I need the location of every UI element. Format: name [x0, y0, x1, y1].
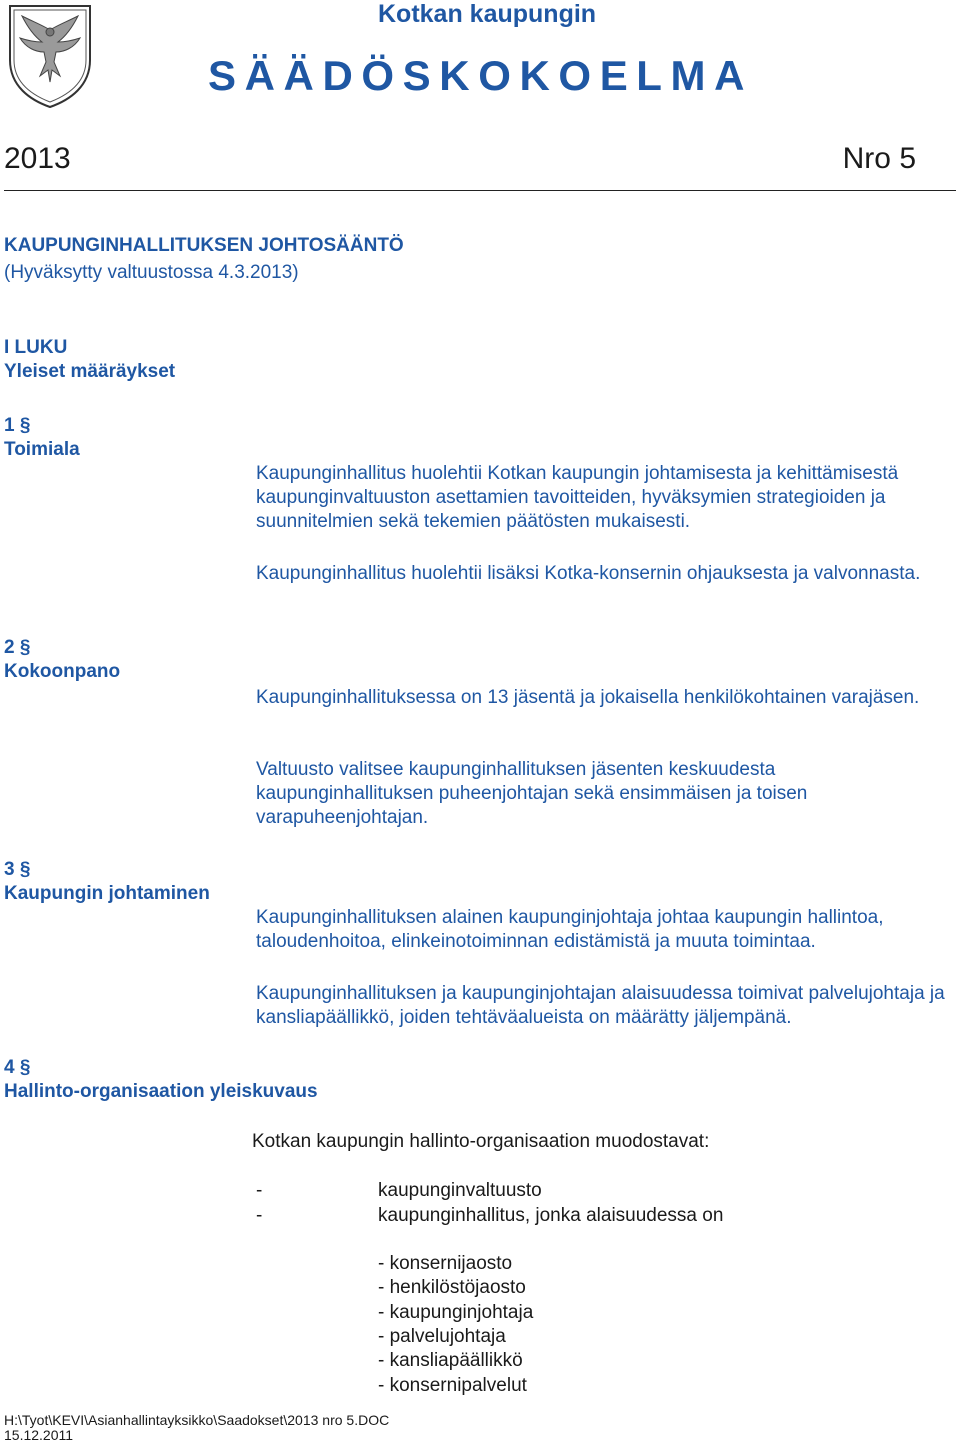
city-name: Kotkan kaupungin: [378, 0, 597, 28]
section-2-number: 2 §: [4, 637, 31, 658]
section-1-title: Toimiala: [4, 439, 80, 460]
collection-year: 2013: [4, 142, 71, 175]
sublist-item: - konsernijaosto: [378, 1253, 513, 1274]
section-2-paragraph-1: Kaupunginhallituksessa on 13 jäsentä ja jokaisella henkilökohtainen varajäsen.: [256, 687, 920, 708]
section-4-number: 4 §: [4, 1057, 31, 1078]
list-dash: -: [256, 1180, 263, 1201]
section-4-title: Hallinto-organisaation yleiskuvaus: [4, 1081, 318, 1102]
section-3-paragraph-1: Kaupunginhallituksen alainen kaupunginjohtaja johtaa kaupungin hallintoa, taloudenhoitoa, elinkeinotoiminnan edistämistä ja muuta toimintaa.: [256, 907, 884, 952]
sublist-item: - palvelujohtaja: [378, 1326, 506, 1347]
section-4-intro: Kotkan kaupungin hallinto-organisaation muodostavat:: [252, 1131, 710, 1152]
sublist-item: - kansliapäällikkö: [378, 1350, 523, 1371]
sublist-item: - henkilöstöjaosto: [378, 1277, 526, 1298]
statute-collection-title: SÄÄDÖSKOKOELMA: [208, 52, 754, 99]
sublist-item: - kaupunginjohtaja: [378, 1302, 534, 1323]
footer-file-path: H:\Tyot\KEVI\Asianhallintayksikko\Saadokset\2013 nro 5.DOC: [4, 1412, 390, 1428]
chapter-title: Yleiset määräykset: [4, 361, 176, 382]
approval-note: (Hyväksytty valtuustossa 4.3.2013): [4, 262, 299, 283]
sublist-item: - konsernipalvelut: [378, 1375, 527, 1396]
collection-number: Nro 5: [842, 142, 916, 175]
section-1-number: 1 §: [4, 415, 31, 436]
header-divider: [4, 190, 956, 191]
section-2-title: Kokoonpano: [4, 661, 121, 682]
list-dash: -: [256, 1205, 263, 1226]
section-3-number: 3 §: [4, 859, 31, 880]
chapter-number: I LUKU: [4, 337, 68, 358]
section-1-paragraph-1: Kaupunginhallitus huolehtii Kotkan kaupungin johtamisesta ja kehittämisestä kaupunginvaltuuston asettamien tavoitteiden, hyväksymien strategioiden ja suunnitelmien sekä tekemien päätösten mukaisesti.: [256, 463, 899, 532]
list-item: kaupunginvaltuusto: [378, 1180, 542, 1201]
section-3-paragraph-2: Kaupunginhallituksen ja kaupunginjohtajan alaisuudessa toimivat palvelujohtaja ja kansliapäällikkö, joiden tehtäväalueista on määrätty jäljempänä.: [256, 983, 945, 1028]
footer-date: 15.12.2011: [4, 1427, 74, 1443]
section-2-paragraph-2: Valtuusto valitsee kaupunginhallituksen jäsenten keskuudesta kaupunginhallituksen puheenjohtajan sekä ensimmäisen ja toisen varapuheenjohtajan.: [256, 759, 808, 828]
coat-of-arms-logo: [4, 2, 96, 110]
section-3-title: Kaupungin johtaminen: [4, 883, 210, 904]
list-item: kaupunginhallitus, jonka alaisuudessa on: [378, 1205, 724, 1226]
section-1-paragraph-2: Kaupunginhallitus huolehtii lisäksi Kotka-konsernin ohjauksesta ja valvonnasta.: [256, 563, 921, 584]
document-title: KAUPUNGINHALLITUKSEN JOHTOSÄÄNTÖ: [4, 235, 404, 256]
